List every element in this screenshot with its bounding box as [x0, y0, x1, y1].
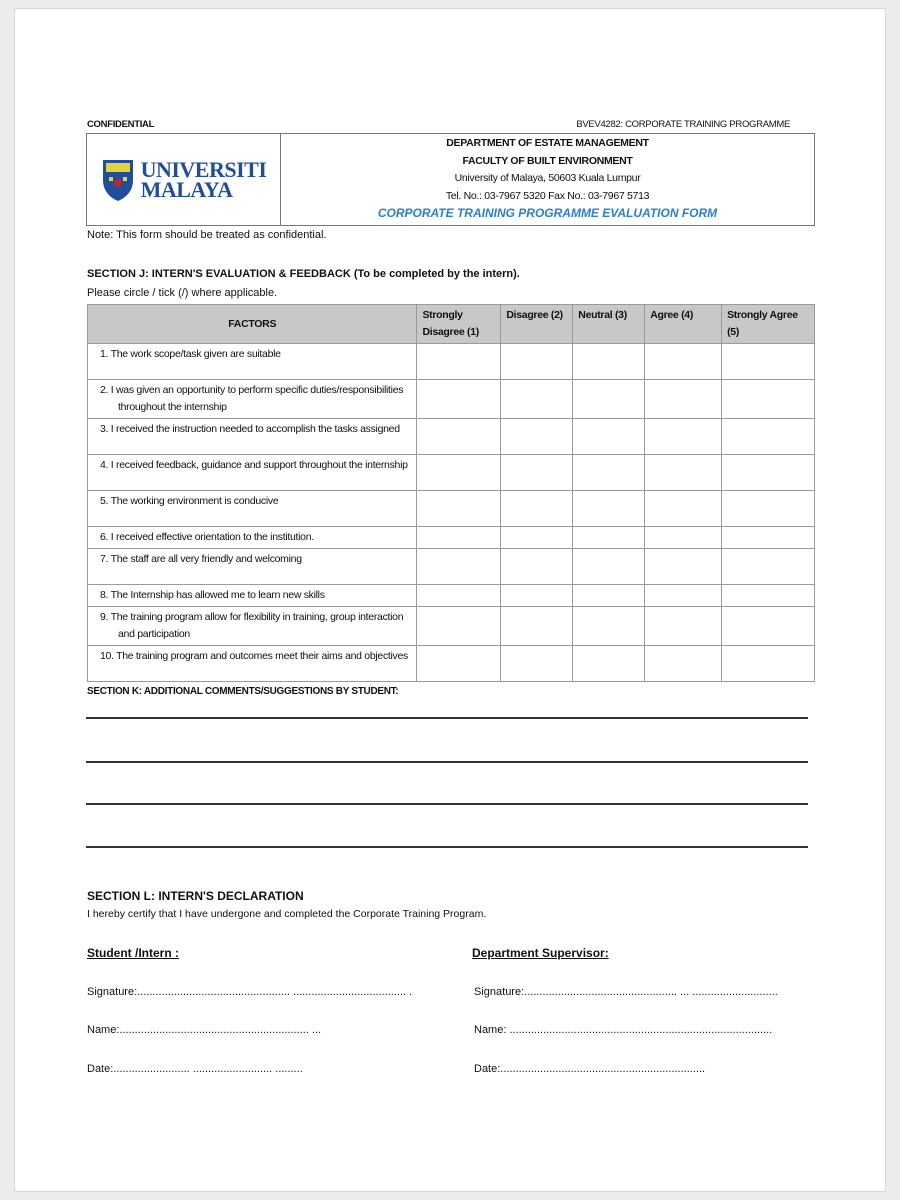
table-row	[88, 344, 815, 380]
factor-text: 9. The training program allow for flexibility in training, group interaction and participation	[88, 607, 417, 646]
rating-cell-neutral[interactable]	[573, 419, 645, 455]
rating-cell-disagree[interactable]	[501, 549, 573, 585]
rating-cell-agree[interactable]	[645, 646, 722, 682]
rating-cell-strongly-agree[interactable]	[722, 380, 815, 419]
section-j-instruction: Please circle / tick (/) where applicable.	[87, 287, 278, 299]
university-logo	[87, 134, 281, 225]
comment-line-4[interactable]	[86, 846, 808, 848]
rating-cell-strongly-agree[interactable]	[722, 419, 815, 455]
rating-cell-disagree[interactable]	[501, 491, 573, 527]
rating-cell-strongly-disagree[interactable]	[417, 419, 501, 455]
rating-cell-strongly-disagree[interactable]	[417, 646, 501, 682]
rating-cell-agree[interactable]	[645, 607, 722, 646]
evaluation-table	[87, 304, 815, 682]
factor-text: 10. The training program and outcomes meet their aims and objectives	[88, 646, 417, 682]
col-factors: FACTORS	[88, 305, 417, 344]
phone-fax: Tel. No.: 03-7967 5320 Fax No.: 03-7967 5713	[445, 189, 650, 202]
supervisor-signature-field[interactable]: Signature:.................................................. ... ............................	[474, 986, 778, 998]
factor-text: 6. I received effective orientation to the institution.	[88, 527, 417, 549]
rating-cell-agree[interactable]	[645, 527, 722, 549]
rating-cell-agree[interactable]	[645, 380, 722, 419]
table-row	[88, 419, 815, 455]
factor-text: 2. I was given an opportunity to perform specific duties/responsibilities throughout the internship	[88, 380, 417, 419]
supervisor-heading: Department Supervisor:	[472, 946, 609, 960]
table-row	[88, 549, 815, 585]
rating-cell-disagree[interactable]	[501, 419, 573, 455]
supervisor-name-field[interactable]: Name: ......................................................................................	[474, 1024, 773, 1036]
factor-text: 8. The Internship has allowed me to learn new skills	[88, 585, 417, 607]
table-row	[88, 585, 815, 607]
confidential-note: Note: This form should be treated as confidential.	[87, 229, 327, 241]
rating-cell-neutral[interactable]	[573, 646, 645, 682]
logo-line2: MALAYA	[140, 176, 233, 202]
table-row	[88, 491, 815, 527]
rating-cell-disagree[interactable]	[501, 607, 573, 646]
col-strongly-disagree: Strongly Disagree (1)	[417, 305, 501, 344]
factor-text: 1. The work scope/task given are suitable	[88, 344, 417, 380]
rating-cell-disagree[interactable]	[501, 455, 573, 491]
rating-cell-disagree[interactable]	[501, 344, 573, 380]
rating-cell-strongly-disagree[interactable]	[417, 455, 501, 491]
factor-text: 3. I received the instruction needed to accomplish the tasks assigned	[88, 419, 417, 455]
rating-cell-agree[interactable]	[645, 455, 722, 491]
rating-cell-agree[interactable]	[645, 344, 722, 380]
student-name-field[interactable]: Name:.............................................................. ...	[87, 1024, 322, 1036]
section-l-title: SECTION L: INTERN'S DECLARATION	[87, 889, 304, 903]
rating-cell-strongly-disagree[interactable]	[417, 491, 501, 527]
col-disagree: Disagree (2)	[501, 305, 573, 344]
crest-icon	[101, 158, 135, 202]
rating-cell-strongly-agree[interactable]	[722, 549, 815, 585]
rating-cell-disagree[interactable]	[501, 527, 573, 549]
declaration-statement: I hereby certify that I have undergone and completed the Corporate Training Program.	[87, 908, 487, 920]
rating-cell-disagree[interactable]	[501, 585, 573, 607]
rating-cell-disagree[interactable]	[501, 646, 573, 682]
table-row	[88, 527, 815, 549]
comment-line-3[interactable]	[86, 803, 808, 805]
rating-cell-strongly-disagree[interactable]	[417, 549, 501, 585]
address: University of Malaya, 50603 Kuala Lumpur	[454, 172, 641, 184]
rating-cell-disagree[interactable]	[501, 380, 573, 419]
rating-cell-strongly-agree[interactable]	[722, 491, 815, 527]
confidential-label: CONFIDENTIAL	[87, 119, 155, 130]
logo-line1: UNIVERSITI	[140, 156, 267, 182]
table-row	[88, 380, 815, 419]
table-row	[88, 646, 815, 682]
student-signature-field[interactable]: Signature:.................................................. ..................................... .	[87, 986, 413, 998]
supervisor-date-field[interactable]: Date:...................................................................	[474, 1063, 706, 1075]
rating-cell-strongly-agree[interactable]	[722, 607, 815, 646]
col-agree: Agree (4)	[645, 305, 722, 344]
comment-line-2[interactable]	[86, 761, 808, 763]
rating-cell-strongly-disagree[interactable]	[417, 380, 501, 419]
factor-text: 4. I received feedback, guidance and support throughout the internship	[88, 455, 417, 491]
rating-cell-strongly-agree[interactable]	[722, 344, 815, 380]
rating-cell-agree[interactable]	[645, 491, 722, 527]
table-header-row	[88, 305, 815, 344]
rating-cell-neutral[interactable]	[573, 491, 645, 527]
col-strongly-agree: Strongly Agree (5)	[722, 305, 815, 344]
factor-text: 5. The working environment is conducive	[88, 491, 417, 527]
rating-cell-strongly-disagree[interactable]	[417, 527, 501, 549]
rating-cell-strongly-disagree[interactable]	[417, 344, 501, 380]
form-title: CORPORATE TRAINING PROGRAMME EVALUATION FORM	[377, 206, 718, 220]
table-row	[88, 607, 815, 646]
student-heading: Student /Intern :	[87, 946, 179, 960]
rating-cell-strongly-disagree[interactable]	[417, 607, 501, 646]
rating-cell-agree[interactable]	[645, 585, 722, 607]
rating-cell-neutral[interactable]	[573, 549, 645, 585]
rating-cell-neutral[interactable]	[573, 607, 645, 646]
section-j-title: SECTION J: INTERN'S EVALUATION & FEEDBACK (To be completed by the intern).	[87, 268, 520, 280]
course-code: BVEV4282: CORPORATE TRAINING PROGRAMME	[576, 119, 790, 130]
rating-cell-neutral[interactable]	[573, 380, 645, 419]
section-k-title: SECTION K: ADDITIONAL COMMENTS/SUGGESTIONS BY STUDENT:	[87, 686, 399, 697]
rating-cell-strongly-agree[interactable]	[722, 585, 815, 607]
rating-cell-strongly-disagree[interactable]	[417, 585, 501, 607]
student-date-field[interactable]: Date:......................... .......................... .........	[87, 1063, 303, 1075]
rating-cell-neutral[interactable]	[573, 585, 645, 607]
rating-cell-strongly-agree[interactable]	[722, 646, 815, 682]
department: DEPARTMENT OF ESTATE MANAGEMENT	[446, 137, 649, 149]
rating-cell-strongly-agree[interactable]	[722, 455, 815, 491]
header-box	[86, 133, 815, 226]
rating-cell-neutral[interactable]	[573, 344, 645, 380]
rating-cell-neutral[interactable]	[573, 527, 645, 549]
table-row	[88, 455, 815, 491]
comment-line-1[interactable]	[86, 717, 808, 719]
factor-text: 7. The staff are all very friendly and welcoming	[88, 549, 417, 585]
rating-cell-strongly-agree[interactable]	[722, 527, 815, 549]
rating-cell-neutral[interactable]	[573, 455, 645, 491]
col-neutral: Neutral (3)	[573, 305, 645, 344]
rating-cell-agree[interactable]	[645, 419, 722, 455]
faculty: FACULTY OF BUILT ENVIRONMENT	[462, 154, 633, 167]
rating-cell-agree[interactable]	[645, 549, 722, 585]
